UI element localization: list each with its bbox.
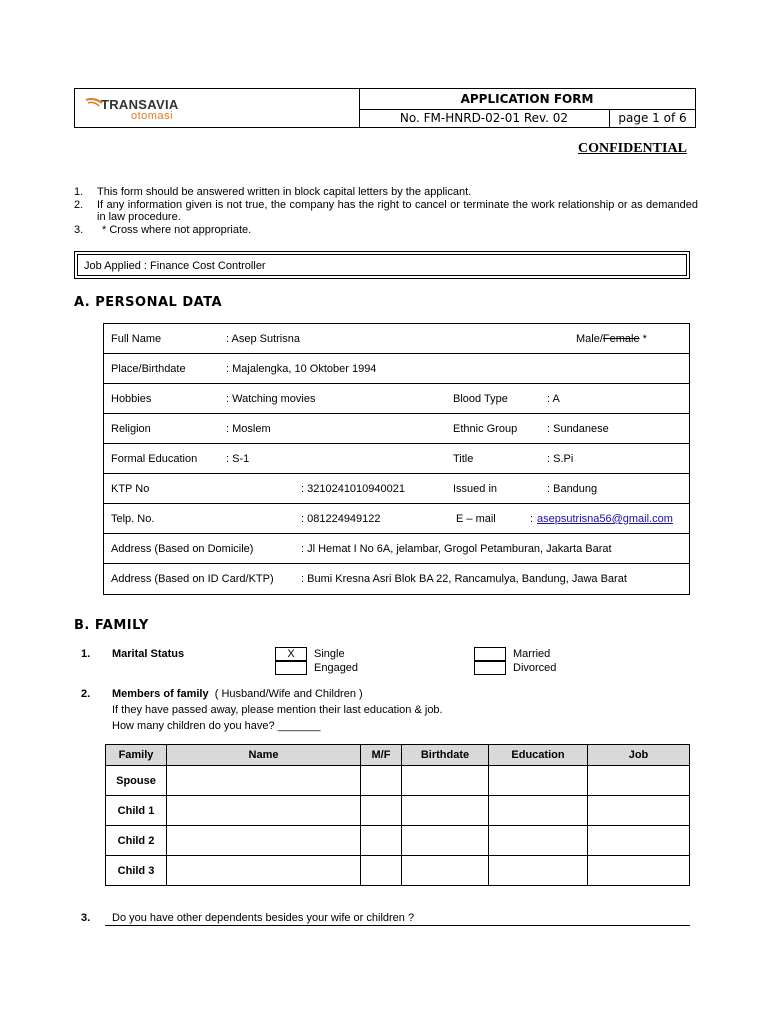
- row-address-domicile: Address (Based on Domicile) : Jl Hemat I No 6A, jelambar, Grogol Petamburan, Jakarta Barat: [104, 534, 689, 564]
- table-cell[interactable]: [402, 856, 489, 886]
- table-cell[interactable]: [361, 856, 402, 886]
- table-cell[interactable]: [402, 766, 489, 796]
- instruction-item: 1. This form should be answered written in block capital letters by the applicant.: [74, 186, 698, 198]
- logo-sub: otomasi: [131, 110, 174, 122]
- dependents-answer-line[interactable]: [105, 912, 690, 926]
- children-count-question[interactable]: How many children do you have? _______: [112, 720, 321, 732]
- table-cell[interactable]: [489, 796, 588, 826]
- table-cell[interactable]: [588, 796, 690, 826]
- email-link[interactable]: asepsutrisna56@gmail.com: [537, 513, 673, 525]
- table-cell[interactable]: [167, 856, 361, 886]
- members-of-family-label: Members of family ( Husband/Wife and Children ): [112, 688, 363, 700]
- table-cell[interactable]: [361, 826, 402, 856]
- instruction-text: If any information given is not true, the company has the right to cancel or terminate the work relationship or as demanded in law procedure.: [97, 199, 698, 223]
- table-cell[interactable]: [588, 856, 690, 886]
- table-cell[interactable]: [167, 796, 361, 826]
- section-b-heading: B. FAMILY: [74, 618, 149, 633]
- row-ktp: KTP No : 3210241010940021 Issued in : Bandung: [104, 474, 689, 504]
- instruction-item: 2. If any information given is not true, the company has the right to cancel or terminate the work relationship or as demanded in law procedure.: [74, 199, 698, 223]
- marital-status-label: Marital Status: [112, 648, 185, 660]
- table-cell[interactable]: [489, 766, 588, 796]
- row-label: Child 1: [106, 796, 167, 826]
- ethnic-value[interactable]: : Sundanese: [547, 423, 609, 435]
- row-hobbies: Hobbies : Watching movies Blood Type : A: [104, 384, 689, 414]
- table-row: [106, 796, 690, 826]
- table-cell[interactable]: [167, 826, 361, 856]
- instruction-text: This form should be answered written in block capital letters by the applicant.: [97, 186, 472, 198]
- dependents-question: Do you have other dependents besides your wife or children ?: [112, 912, 415, 924]
- document-number: No. FM-HNRD-02-01 Rev. 02: [359, 109, 610, 127]
- column-header: Job: [588, 745, 690, 766]
- table-cell[interactable]: [402, 796, 489, 826]
- address-ktp-value[interactable]: : Bumi Kresna Asri Blok BA 22, Rancamulya, Bandung, Jawa Barat: [301, 573, 627, 585]
- address-domicile-value[interactable]: : Jl Hemat I No 6A, jelambar, Grogol Petamburan, Jakarta Barat: [301, 543, 612, 555]
- checkbox-engaged[interactable]: [275, 661, 307, 675]
- table-cell[interactable]: [489, 826, 588, 856]
- full-name-value[interactable]: : Asep Sutrisna: [226, 333, 300, 345]
- row-label: Child 3: [106, 856, 167, 886]
- form-header: [74, 88, 696, 128]
- table-header-row: [106, 745, 690, 766]
- row-telp: Telp. No. : 081224949122 E – mail : asepsutrisna56@gmail.com: [104, 504, 689, 534]
- checkbox-divorced[interactable]: [474, 661, 506, 675]
- row-birth: Place/Birthdate : Majalengka, 10 Oktober 1994: [104, 354, 689, 384]
- row-label: Child 2: [106, 826, 167, 856]
- religion-value[interactable]: : Moslem: [226, 423, 271, 435]
- checkbox-single[interactable]: X: [275, 647, 307, 661]
- ktp-value[interactable]: : 3210241010940021: [301, 483, 405, 495]
- column-header: M/F: [361, 745, 402, 766]
- row-address-ktp: Address (Based on ID Card/KTP) : Bumi Kresna Asri Blok BA 22, Rancamulya, Bandung, Jawa Barat: [111, 573, 627, 585]
- section-a-heading: A. PERSONAL DATA: [74, 295, 223, 310]
- confidential-label: CONFIDENTIAL: [578, 141, 687, 156]
- company-logo: [75, 89, 360, 127]
- instruction-text: * Cross where not appropriate.: [102, 224, 252, 236]
- page-indicator: page 1 of 6: [618, 111, 687, 125]
- checkbox-married[interactable]: [474, 647, 506, 661]
- table-row: [106, 826, 690, 856]
- option-divorced: Divorced: [513, 662, 557, 674]
- logo-name: TRANSAVIA: [101, 97, 179, 112]
- table-cell[interactable]: [361, 766, 402, 796]
- passed-away-note: If they have passed away, please mention their last education & job.: [112, 704, 443, 716]
- row-full-name: Full Name : Asep Sutrisna Male/Female *: [104, 324, 689, 354]
- column-header: Family: [106, 745, 167, 766]
- table-row: [106, 766, 690, 796]
- table-row: [106, 856, 690, 886]
- table-cell[interactable]: [361, 796, 402, 826]
- table-cell[interactable]: [167, 766, 361, 796]
- job-applied-field[interactable]: Job Applied : Finance Cost Controller: [77, 254, 687, 276]
- job-applied-box: [74, 251, 690, 279]
- hobbies-value[interactable]: : Watching movies: [226, 393, 316, 405]
- option-married: Married: [513, 648, 551, 660]
- row-label: Spouse: [106, 766, 167, 796]
- option-engaged: Engaged: [314, 662, 359, 674]
- gender-field[interactable]: Male/Female *: [576, 333, 647, 345]
- instruction-item: 3. * Cross where not appropriate.: [74, 224, 698, 236]
- title-value[interactable]: : S.Pi: [547, 453, 574, 465]
- personal-data-table: [103, 323, 690, 595]
- form-title: APPLICATION FORM: [359, 89, 695, 110]
- column-header: Name: [167, 745, 361, 766]
- option-single: Single: [314, 648, 345, 660]
- row-education: Formal Education : S-1 Title : S.Pi: [104, 444, 689, 474]
- table-cell[interactable]: [489, 856, 588, 886]
- table-cell[interactable]: [402, 826, 489, 856]
- blood-type-value[interactable]: : A: [547, 393, 560, 405]
- column-header: Birthdate: [402, 745, 489, 766]
- family-members-table: [105, 744, 690, 886]
- table-cell[interactable]: [588, 766, 690, 796]
- issued-value[interactable]: : Bandung: [547, 483, 598, 495]
- telp-value[interactable]: : 081224949122: [301, 513, 381, 525]
- column-header: Education: [489, 745, 588, 766]
- education-value[interactable]: : S-1: [226, 453, 250, 465]
- row-religion: Religion : Moslem Ethnic Group : Sundanese: [104, 414, 689, 444]
- birth-value[interactable]: : Majalengka, 10 Oktober 1994: [226, 363, 377, 375]
- table-cell[interactable]: [588, 826, 690, 856]
